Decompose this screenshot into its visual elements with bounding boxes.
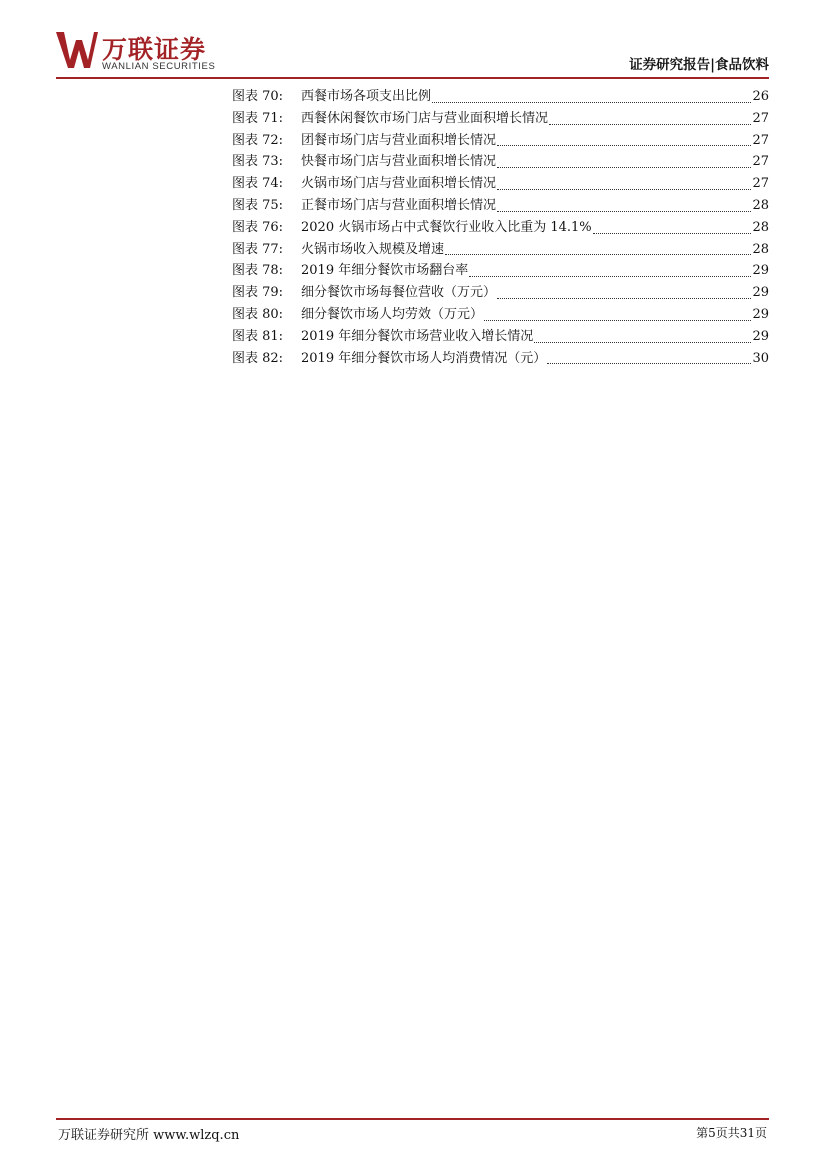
figure-label: 图表 78:: [232, 263, 284, 279]
figure-label: 图表 75:: [232, 197, 284, 213]
figure-label: 图表 70:: [232, 89, 284, 104]
header-divider: [56, 77, 769, 79]
leader-dots: [534, 330, 751, 343]
figure-label: 图表 80:: [232, 306, 284, 322]
toc-row[interactable]: [232, 282, 769, 304]
leader-dots: [497, 155, 751, 168]
report-category: 证券研究报告|食品饮料: [629, 57, 769, 73]
toc-row[interactable]: [232, 217, 769, 239]
figure-label: 图表 74:: [232, 176, 284, 192]
page-header: [0, 0, 827, 80]
figure-title: 火锅市场收入规模及增速: [301, 241, 445, 257]
figure-page-number: 29: [752, 328, 769, 344]
figure-page-number: 27: [752, 110, 769, 126]
leader-dots: [497, 177, 751, 190]
footer-divider: [56, 1118, 769, 1120]
leader-dots: [547, 351, 751, 364]
toc-row[interactable]: [232, 130, 769, 152]
figure-title: 西餐市场各项支出比例: [301, 89, 432, 104]
figure-title: 2019 年细分餐饮市场营业收入增长情况: [301, 328, 534, 344]
toc-row[interactable]: [232, 173, 769, 195]
figure-label: 图表 77:: [232, 241, 284, 257]
toc-row[interactable]: [232, 86, 769, 108]
figure-page-number: 28: [752, 219, 769, 235]
figure-label: 图表 72:: [232, 132, 284, 148]
figure-title: 2020 火锅市场占中式餐饮行业收入比重为 14.1%: [301, 219, 592, 235]
figure-page-number: 28: [752, 241, 769, 257]
figure-title: 西餐休闲餐饮市场门店与营业面积增长情况: [301, 110, 549, 126]
toc-row[interactable]: [232, 304, 769, 326]
figure-page-number: 28: [752, 197, 769, 213]
toc-row[interactable]: [232, 108, 769, 130]
w-logo-icon: [56, 30, 98, 70]
page-number: 第5页共31页: [696, 1126, 767, 1140]
figure-title: 2019 年细分餐饮市场翻台率: [301, 263, 469, 279]
figure-label: 图表 79:: [232, 285, 284, 301]
figure-page-number: 29: [752, 306, 769, 322]
figure-title: 火锅市场门店与营业面积增长情况: [301, 176, 497, 192]
figure-label: 图表 73:: [232, 154, 284, 170]
figure-page-number: 26: [752, 89, 769, 104]
figure-page-number: 29: [752, 285, 769, 301]
brand-name-en: WANLIAN SECURITIES: [102, 61, 216, 72]
toc-row[interactable]: [232, 326, 769, 348]
toc-row[interactable]: [232, 151, 769, 173]
leader-dots: [497, 199, 751, 212]
figure-label: 图表 71:: [232, 110, 284, 126]
figure-title: 细分餐饮市场每餐位营收（万元）: [301, 285, 497, 301]
figure-label: 图表 82:: [232, 350, 284, 366]
toc-row[interactable]: [232, 260, 769, 282]
figure-title: 团餐市场门店与营业面积增长情况: [301, 132, 497, 148]
leader-dots: [593, 221, 752, 234]
leader-dots: [484, 308, 751, 321]
figure-title: 细分餐饮市场人均劳效（万元）: [301, 306, 484, 322]
figure-page-number: 29: [752, 263, 769, 279]
figure-page-number: 27: [752, 132, 769, 148]
leader-dots: [432, 90, 751, 103]
leader-dots: [469, 264, 751, 277]
figure-page-number: 30: [752, 350, 769, 366]
leader-dots: [445, 242, 751, 255]
footer-source: 万联证券研究所 www.wlzq.cn: [58, 1128, 240, 1143]
company-logo: [56, 30, 226, 74]
figure-index-list: [232, 86, 769, 369]
figure-title: 2019 年细分餐饮市场人均消费情况（元）: [301, 350, 547, 366]
figure-title: 正餐市场门店与营业面积增长情况: [301, 197, 497, 213]
leader-dots: [497, 133, 751, 146]
figure-title: 快餐市场门店与营业面积增长情况: [301, 154, 497, 170]
figure-page-number: 27: [752, 176, 769, 192]
toc-row[interactable]: [232, 239, 769, 261]
figure-page-number: 27: [752, 154, 769, 170]
figure-label: 图表 76:: [232, 219, 284, 235]
figure-label: 图表 81:: [232, 328, 284, 344]
leader-dots: [497, 286, 751, 299]
toc-row[interactable]: [232, 195, 769, 217]
toc-row[interactable]: [232, 348, 769, 370]
brand-name-cn: 万联证券: [102, 35, 207, 64]
leader-dots: [549, 112, 751, 125]
